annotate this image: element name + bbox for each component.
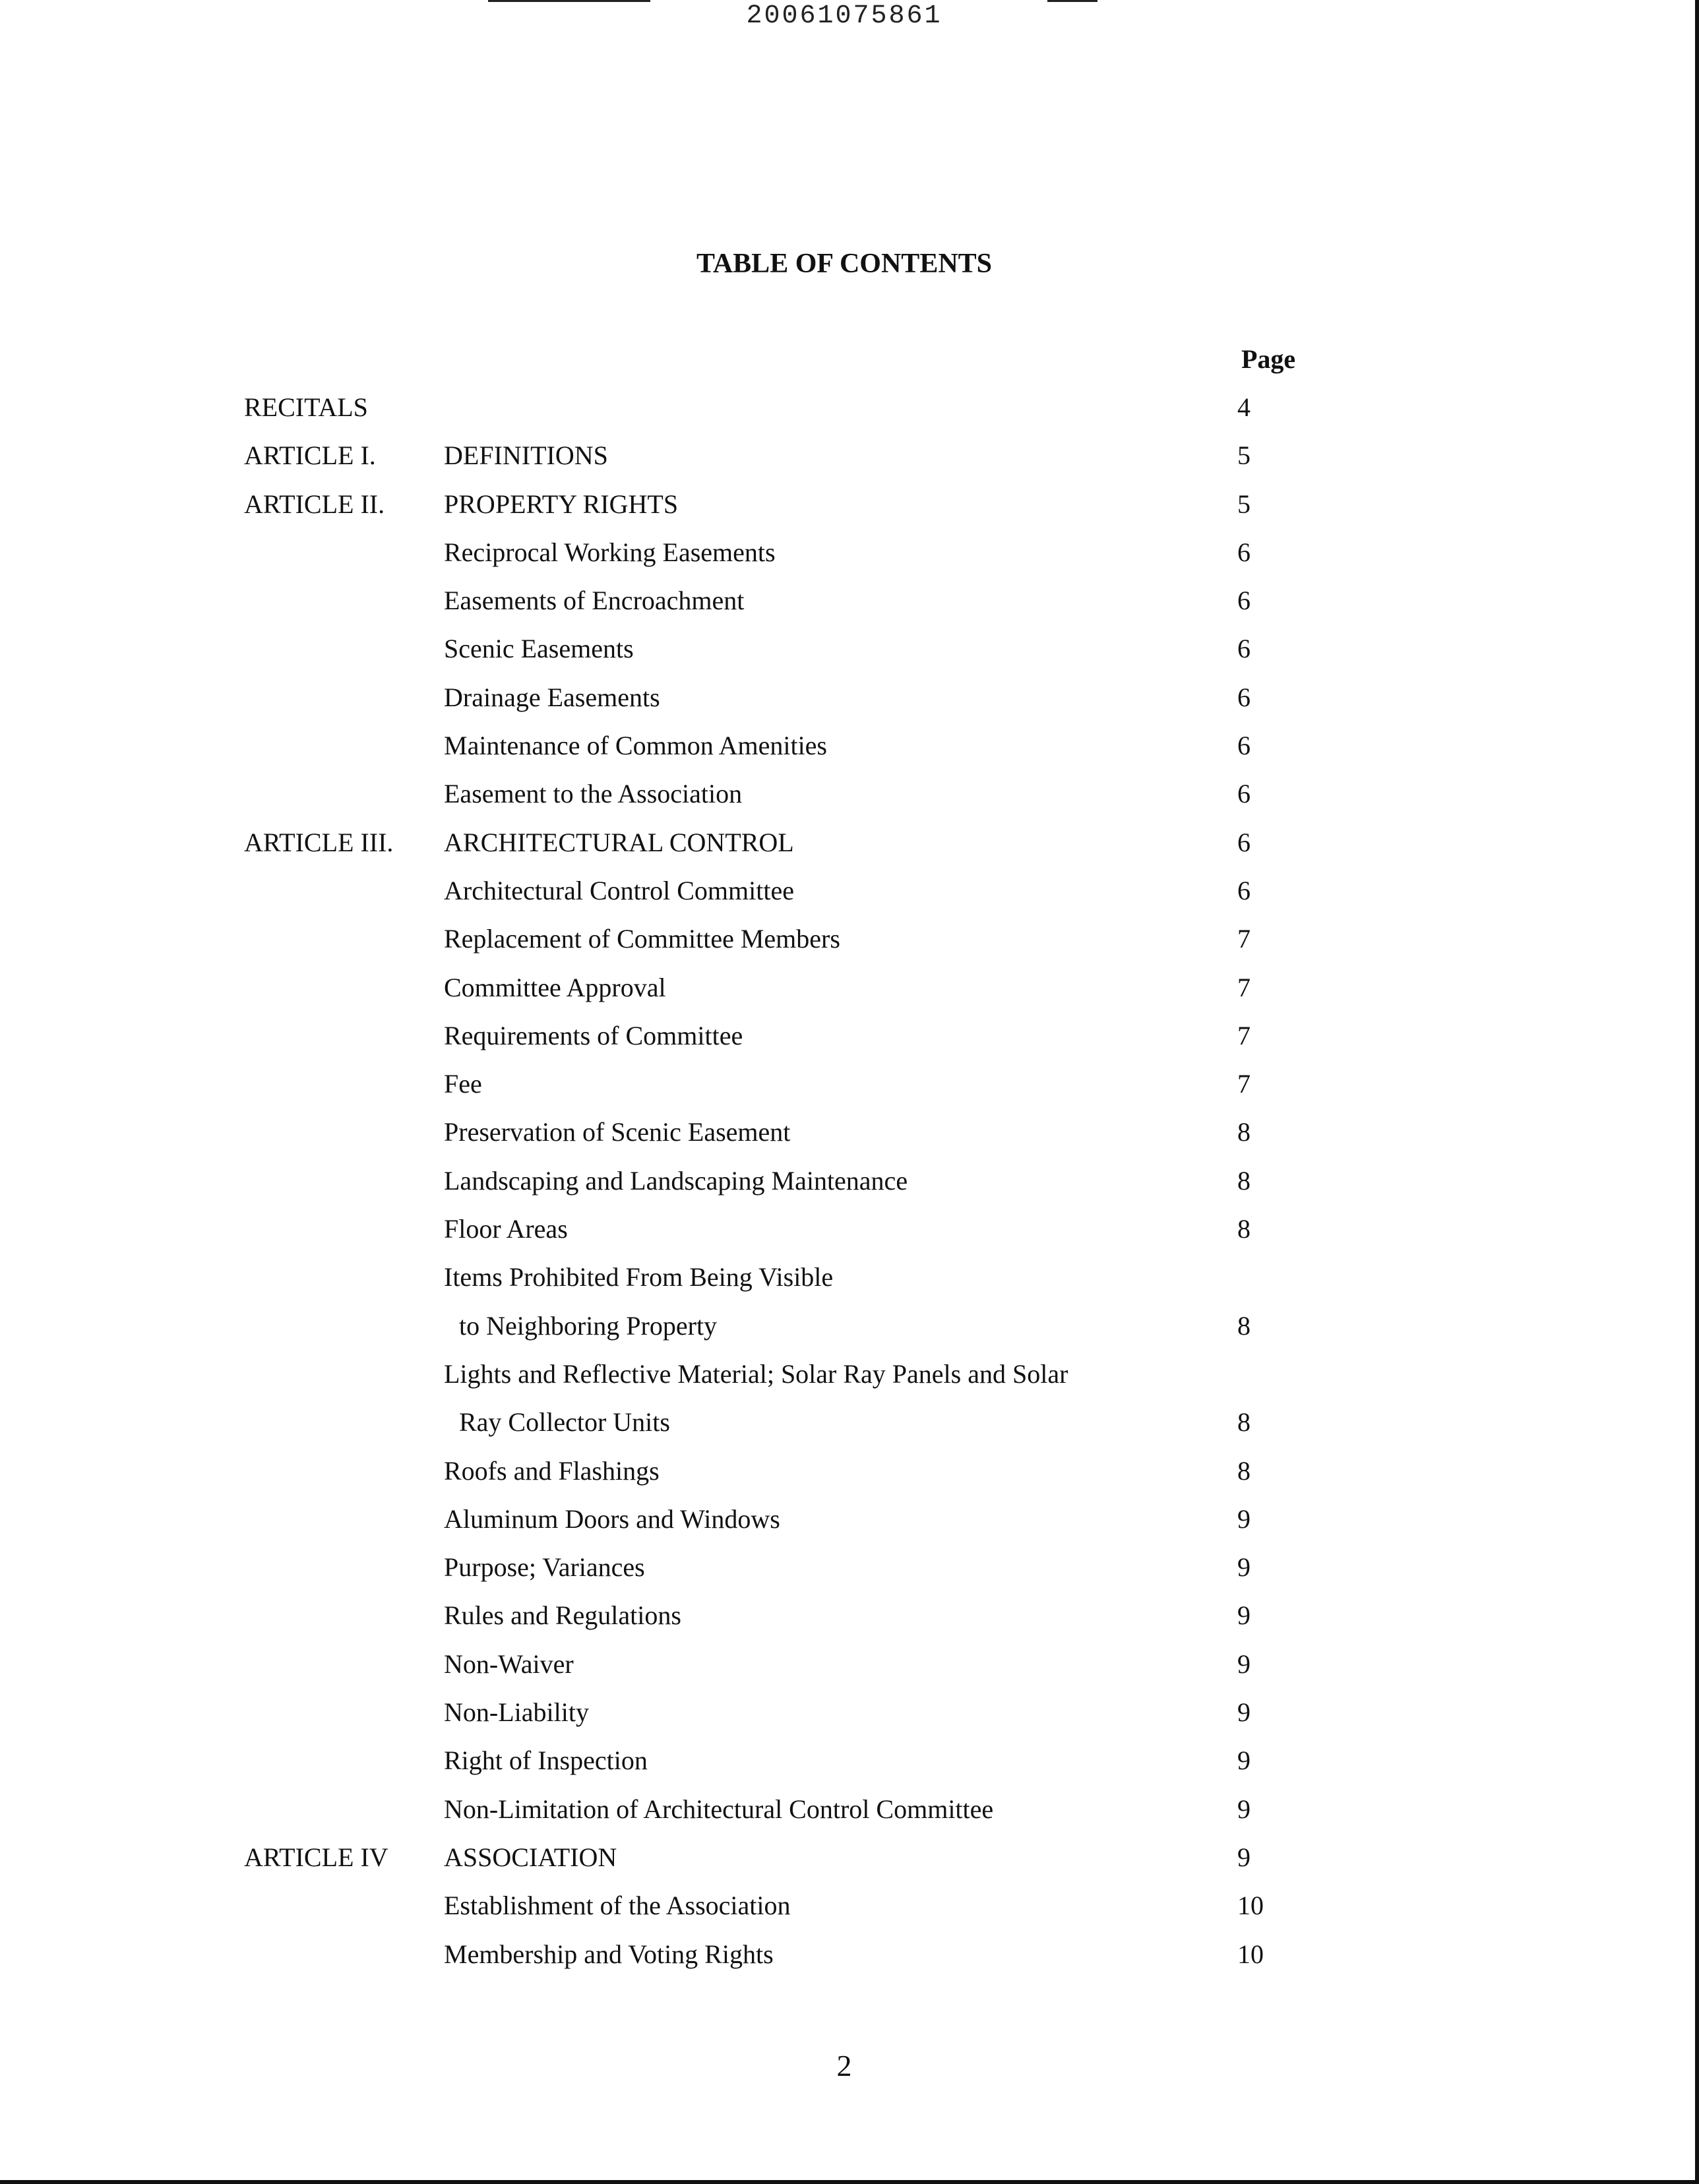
toc-entry <box>0 1404 1688 1452</box>
toc-entry <box>0 775 1688 824</box>
page-column-header: Page <box>1241 344 1296 374</box>
toc-entry <box>0 1549 1688 1597</box>
toc-page-number: 10 <box>1237 1939 1264 1969</box>
toc-entry-title: Non-Waiver <box>444 1649 574 1679</box>
toc-entry-title: Aluminum Doors and Windows <box>444 1503 780 1534</box>
toc-page-number: 8 <box>1237 1455 1251 1486</box>
toc-entry <box>0 1163 1688 1211</box>
toc-entry-title: Requirements of Committee <box>444 1020 743 1050</box>
toc-page-number: 6 <box>1237 682 1251 712</box>
toc-page-number: 8 <box>1237 1117 1251 1147</box>
toc-entry-title: Floor Areas <box>444 1214 568 1244</box>
toc-page-number: 9 <box>1237 1745 1251 1776</box>
toc-entry <box>0 969 1688 1017</box>
toc-entry <box>0 1839 1688 1887</box>
toc-entry-title: to Neighboring Property <box>459 1310 718 1341</box>
toc-page-number: 6 <box>1237 731 1251 761</box>
page-title: TABLE OF CONTENTS <box>696 249 993 279</box>
toc-page-number: 6 <box>1237 875 1251 905</box>
toc-entry-title: Drainage Easements <box>444 682 660 712</box>
toc-entry-title: Landscaping and Landscaping Maintenance <box>444 1165 908 1196</box>
page-number: 2 <box>836 2049 852 2082</box>
toc-entry <box>0 1597 1688 1645</box>
toc-page-number: 9 <box>1237 1794 1251 1824</box>
document-number: 20061075861 <box>746 1 942 31</box>
toc-entry-title: DEFINITIONS <box>444 440 608 471</box>
toc-page-number: 8 <box>1237 1214 1251 1244</box>
toc-page-number: 5 <box>1237 440 1251 471</box>
toc-entry-title: ARCHITECTURAL CONTROL <box>444 827 794 857</box>
toc-entry-title: Architectural Control Committee <box>444 875 794 905</box>
toc-entry-title: Preservation of Scenic Easement <box>444 1117 791 1147</box>
toc-page-number: 8 <box>1237 1310 1251 1341</box>
toc-entry <box>0 1308 1688 1356</box>
toc-entry-title: Easements of Encroachment <box>444 586 745 616</box>
toc-page-number: 6 <box>1237 827 1251 857</box>
toc-entry-title: Scenic Easements <box>444 634 634 664</box>
toc-entry <box>0 1259 1688 1307</box>
toc-entry <box>0 486 1688 534</box>
toc-entry <box>0 1936 1688 1984</box>
toc-page-number: 9 <box>1237 1503 1251 1534</box>
toc-page-number: 9 <box>1237 1552 1251 1583</box>
toc-entry-title: Ray Collector Units <box>459 1407 670 1438</box>
toc-page-number: 6 <box>1237 586 1251 616</box>
toc-entry <box>0 437 1688 485</box>
toc-list <box>0 389 1688 1984</box>
toc-entry <box>0 389 1688 437</box>
toc-entry <box>0 582 1688 630</box>
toc-entry <box>0 630 1688 679</box>
toc-entry <box>0 1211 1688 1259</box>
toc-page-number: 6 <box>1237 634 1251 664</box>
toc-page-number: 6 <box>1237 779 1251 809</box>
toc-article-label: ARTICLE I. <box>244 440 376 471</box>
toc-page-number: 7 <box>1237 1020 1251 1050</box>
toc-entry-title: Lights and Reflective Material; Solar Ray Panels and Solar <box>444 1358 1068 1389</box>
toc-entry <box>0 1501 1688 1549</box>
toc-entry-title: Easement to the Association <box>444 779 743 809</box>
toc-entry-title: Fee <box>444 1069 482 1099</box>
toc-page-number: 5 <box>1237 489 1251 519</box>
toc-page-number: 9 <box>1237 1649 1251 1679</box>
toc-entry-title: Purpose; Variances <box>444 1552 645 1583</box>
toc-entry <box>0 1114 1688 1162</box>
toc-entry <box>0 1742 1688 1790</box>
toc-page-number: 7 <box>1237 1069 1251 1099</box>
toc-entry-title: PROPERTY RIGHTS <box>444 489 679 519</box>
toc-page-number: 10 <box>1237 1891 1264 1921</box>
toc-entry-title: Reciprocal Working Easements <box>444 537 776 567</box>
toc-entry-title: Establishment of the Association <box>444 1891 791 1921</box>
toc-article-label: RECITALS <box>244 392 368 422</box>
toc-entry <box>0 1017 1688 1066</box>
toc-entry <box>0 872 1688 921</box>
toc-entry-title: Non-Limitation of Architectural Control Committee <box>444 1794 994 1824</box>
toc-entry <box>0 1694 1688 1742</box>
toc-page-number: 8 <box>1237 1165 1251 1196</box>
toc-entry-title: Rules and Regulations <box>444 1600 681 1631</box>
toc-entry-title: ASSOCIATION <box>444 1842 617 1872</box>
toc-entry-title: Committee Approval <box>444 972 666 1002</box>
toc-entry-title: Non-Liability <box>444 1697 589 1728</box>
toc-entry <box>0 1646 1688 1694</box>
toc-page-number: 7 <box>1237 924 1251 954</box>
toc-entry <box>0 1887 1688 1935</box>
toc-entry-title: Membership and Voting Rights <box>444 1939 774 1969</box>
toc-entry <box>0 1066 1688 1114</box>
toc-entry-title: Replacement of Committee Members <box>444 924 840 954</box>
toc-entry <box>0 921 1688 969</box>
toc-article-label: ARTICLE IV <box>244 1842 388 1872</box>
toc-entry <box>0 824 1688 872</box>
toc-entry <box>0 1791 1688 1839</box>
toc-entry-title: Maintenance of Common Amenities <box>444 731 827 761</box>
toc-entry-title: Right of Inspection <box>444 1745 648 1776</box>
toc-page-number: 8 <box>1237 1407 1251 1438</box>
toc-entry <box>0 1453 1688 1501</box>
toc-page-number: 6 <box>1237 537 1251 567</box>
toc-article-label: ARTICLE III. <box>244 827 394 857</box>
toc-page-number: 9 <box>1237 1842 1251 1872</box>
toc-entry <box>0 727 1688 775</box>
toc-page-number: 4 <box>1237 392 1251 422</box>
toc-entry <box>0 679 1688 727</box>
toc-article-label: ARTICLE II. <box>244 489 385 519</box>
toc-entry <box>0 1356 1688 1404</box>
toc-entry-title: Roofs and Flashings <box>444 1455 660 1486</box>
toc-page-number: 9 <box>1237 1600 1251 1631</box>
toc-entry-title: Items Prohibited From Being Visible <box>444 1262 834 1292</box>
toc-page-number: 7 <box>1237 972 1251 1002</box>
toc-page-number: 9 <box>1237 1697 1251 1728</box>
toc-entry <box>0 534 1688 582</box>
